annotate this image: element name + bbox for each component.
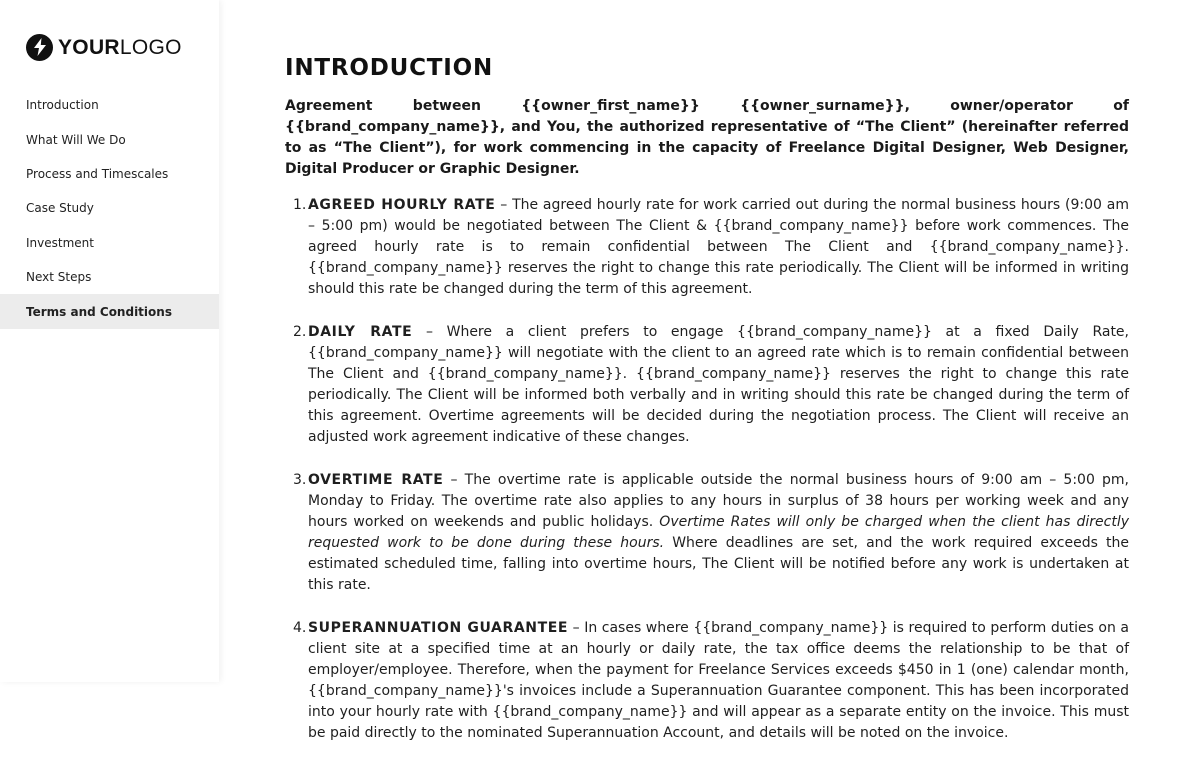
term-item bbox=[285, 618, 1129, 744]
term-italic-text: Overtime Rates will only be charged when the client has directly requested work to be done during these hours. bbox=[308, 514, 1129, 551]
logo-text-strong: YOUR bbox=[58, 35, 120, 59]
logo-text bbox=[58, 37, 182, 58]
terms-list bbox=[285, 195, 1129, 744]
term-title: SUPERANNUATION GUARANTEE bbox=[308, 620, 569, 636]
sidebar-nav bbox=[0, 88, 219, 329]
logo-text-light: LOGO bbox=[119, 35, 182, 59]
term-number: 4. bbox=[293, 620, 307, 636]
sidebar-item-what-will-we-do[interactable]: What Will We Do bbox=[26, 132, 126, 147]
page-title: INTRODUCTION bbox=[285, 55, 494, 81]
term-title: OVERTIME RATE bbox=[308, 472, 444, 488]
term-number: 2. bbox=[293, 324, 307, 340]
term-text: – In cases where {{brand_company_name}} is required to perform duties on a client site at a specified time at an hourly or daily rate, the tax office deems the relationship to be that of employer/employee. Therefore, when the payment for Freelance Services exceeds $450 in 1 (one) calendar month, {{brand_company_name}}'s invoices include a Superannuation Guarantee component. This has been incorporated into your hourly rate with {{brand_company_name}} and will appear as a separate entity on the invoice. This must be paid directly to the nominated Superannuation Account, and details will be noted on the invoice. bbox=[308, 620, 1130, 741]
term-item bbox=[285, 322, 1129, 448]
lightning-bolt-icon bbox=[26, 34, 53, 61]
term-text: – The agreed hourly rate for work carried out during the normal business hours (9:00 am – 5:00 pm) would be negotiated between The Client & {{brand_company_name}} before work commences. The agreed hourly rate is to remain confidential between The Client and {{brand_company_name}}. {{brand_company_name}} reserves the right to change this rate periodically. The Client will be informed in writing should this rate be changed during the term of this agreement. bbox=[308, 197, 1129, 297]
term-text: – The overtime rate is applicable outside the normal business hours of 9:00 am – 5:00 pm, Monday to Friday. The overtime rate also applies to any hours in surplus of 38 hours per working week and any hours worked on weekends and public holidays. bbox=[308, 472, 1129, 530]
sidebar-item-investment[interactable]: Investment bbox=[26, 235, 94, 250]
sidebar-item-introduction[interactable]: Introduction bbox=[26, 98, 99, 113]
sidebar bbox=[0, 0, 219, 682]
term-title: AGREED HOURLY RATE bbox=[308, 197, 496, 213]
term-item bbox=[285, 195, 1129, 300]
sidebar-item-case-study[interactable]: Case Study bbox=[26, 201, 94, 216]
term-number: 1. bbox=[293, 197, 307, 213]
intro-paragraph: Agreement between {{owner_first_name}} {{owner_surname}}, owner/operator of {{brand_company_name}}, and You, the authorized representative of “The Client” (hereinafter referred to as “The Client”), for work commencing in the capacity of Freelance Digital Designer, Web Designer, Digital Producer or Graphic Designer. bbox=[285, 98, 1129, 177]
main-content bbox=[285, 56, 1129, 766]
sidebar-item-terms-and-conditions[interactable]: Terms and Conditions bbox=[0, 294, 219, 328]
term-number: 3. bbox=[293, 472, 307, 488]
term-text-after: Where deadlines are set, and the work required exceeds the estimated scheduled time, falling into overtime hours, The Client will be notified before any work is undertaken at this rate. bbox=[308, 535, 1129, 593]
term-text: – Where a client prefers to engage {{brand_company_name}} at a fixed Daily Rate, {{brand_company_name}} will negotiate with the client to an agreed rate which is to remain confidential between The Client and {{brand_company_name}}. {{brand_company_name}} reserves the right to change this rate periodically. The Client will be informed both verbally and in writing should this rate be changed during the term of this agreement. Overtime agreements will be decided during the negotiation process. The Client will receive an adjusted work agreement indicative of these changes. bbox=[308, 324, 1129, 445]
term-title: DAILY RATE bbox=[308, 324, 413, 340]
logo[interactable] bbox=[26, 33, 182, 61]
term-item bbox=[285, 470, 1129, 596]
sidebar-item-process-and-timescales[interactable]: Process and Timescales bbox=[26, 166, 169, 181]
sidebar-item-next-steps[interactable]: Next Steps bbox=[26, 270, 92, 285]
